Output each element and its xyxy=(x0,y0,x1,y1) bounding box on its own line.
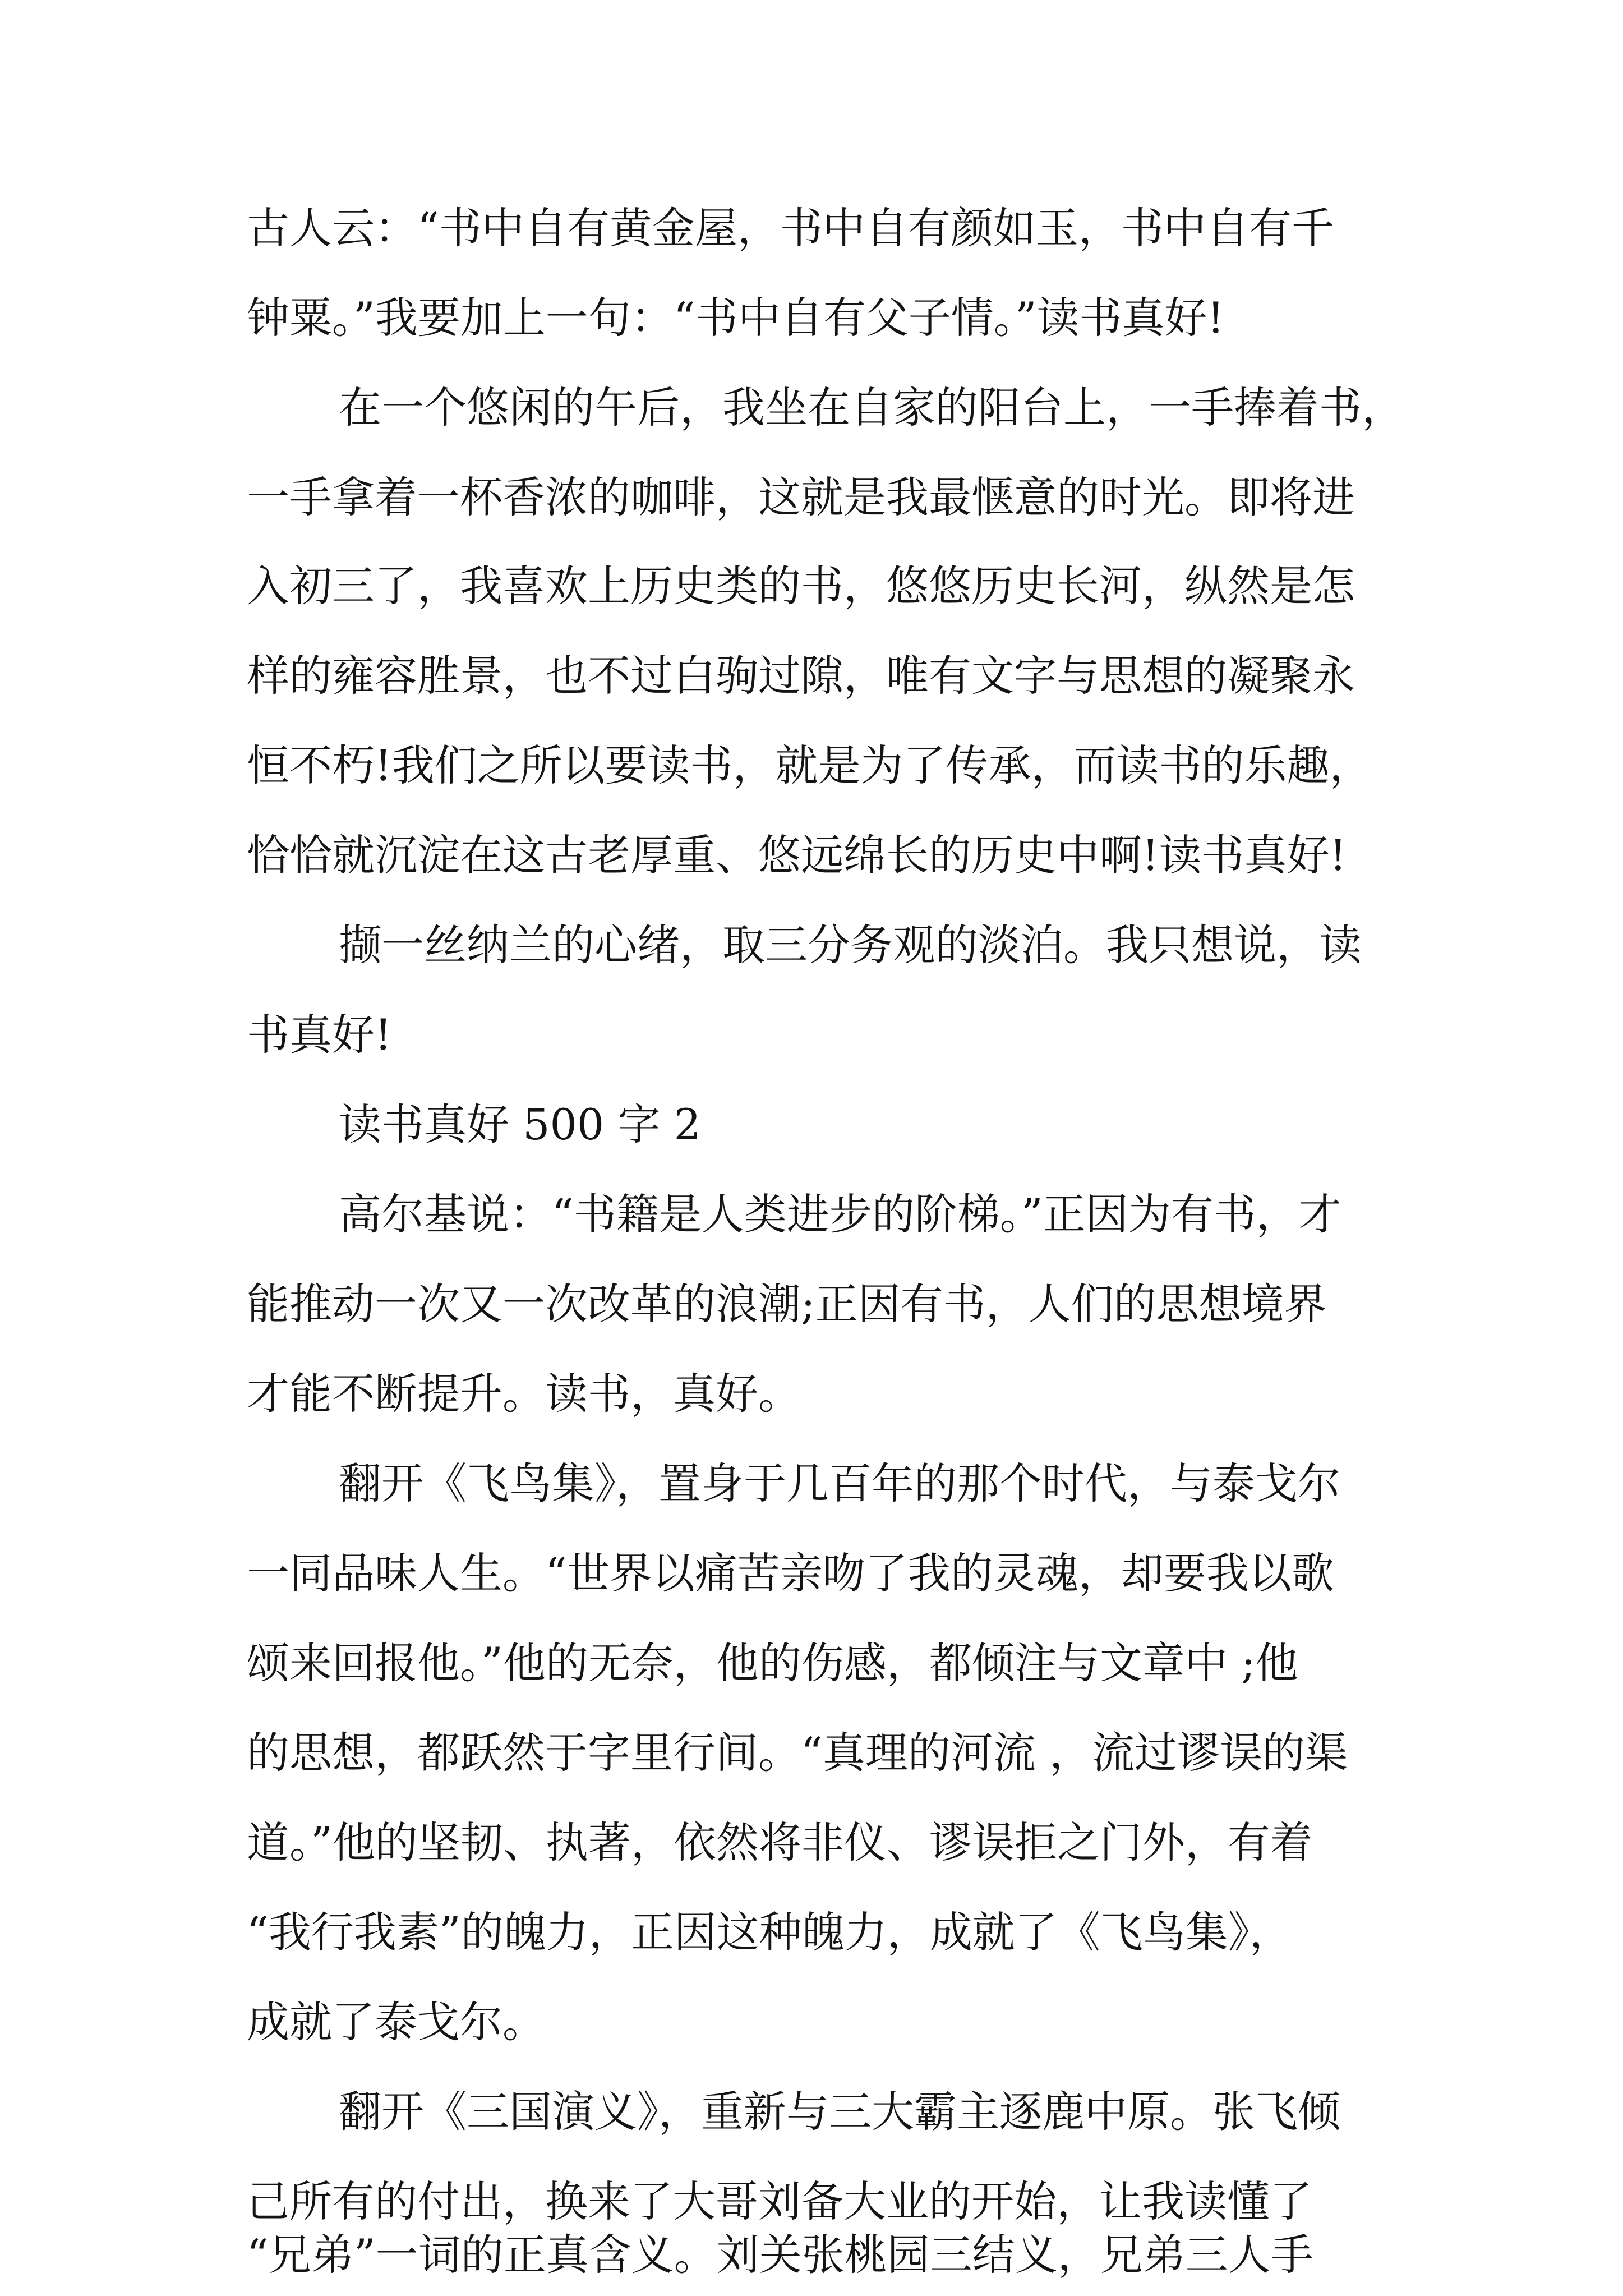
text-line: 古人云：“书中自有黄金屋，书中自有颜如玉，书中自有千 xyxy=(247,203,1334,253)
text-line: 翻开《三国演义》，重新与三大霸主逐鹿中原。张飞倾 xyxy=(339,2087,1340,2137)
text-line: 恰恰就沉淀在这古老厚重、悠远绵长的历史中啊!读书真好! xyxy=(247,830,1347,880)
text-line: 钟粟。”我要加上一句：“书中自有父子情。”读书真好! xyxy=(247,293,1225,343)
text-line: 一同品味人生。“世界以痛苦亲吻了我的灵魂，却要我以歌 xyxy=(247,1548,1334,1598)
text-line: “我行我素”的魄力，正因这种魄力，成就了《飞鸟集》， xyxy=(247,1907,1292,1957)
text-line: 才能不断提升。读书，真好。 xyxy=(247,1369,801,1419)
text-line: 的思想，都跃然于字里行间。“真理的河流 ，流过谬误的渠 xyxy=(247,1728,1348,1778)
text-line: 己所有的付出，换来了大哥刘备大业的开始，让我读懂了 xyxy=(247,2177,1312,2226)
text-line: 成就了泰戈尔。 xyxy=(247,1997,545,2047)
text-line: 高尔基说：“书籍是人类进步的阶梯。”正因为有书，才 xyxy=(339,1189,1341,1239)
text-line: 一手拿着一杯香浓的咖啡，这就是我最惬意的时光。即将进 xyxy=(247,472,1355,522)
text-line: 翻开《飞鸟集》，置身于几百年的那个时代，与泰戈尔 xyxy=(339,1458,1340,1508)
text-line: 撷一丝纳兰的心绪，取三分务观的淡泊。我只想说，读 xyxy=(339,920,1362,970)
text-line: “兄弟”一词的正真含义。刘关张桃园三结义，兄弟三人手 xyxy=(247,2230,1313,2280)
text-line: 样的雍容胜景，也不过白驹过隙，唯有文字与思想的凝聚永 xyxy=(247,651,1355,701)
text-line: 入初三了，我喜欢上历史类的书，悠悠历史长河，纵然是怎 xyxy=(247,561,1355,611)
text-line: 书真好! xyxy=(247,1010,392,1060)
section-heading: 读书真好 500 字 2 xyxy=(339,1099,701,1149)
text-line: 道。”他的坚韧、执著，依然将非仪、谬误拒之门外，有着 xyxy=(247,1818,1313,1867)
text-line: 在一个悠闲的午后，我坐在自家的阳台上，一手捧着书， xyxy=(339,383,1404,432)
text-line: 颂来回报他。”他的无奈，他的伤感，都倾注与文章中 ;他 xyxy=(247,1638,1298,1688)
text-line: 恒不朽!我们之所以要读书，就是为了传承，而读书的乐趣， xyxy=(247,740,1372,790)
text-line: 能推动一次又一次改革的浪潮;正因有书，人们的思想境界 xyxy=(247,1279,1327,1329)
